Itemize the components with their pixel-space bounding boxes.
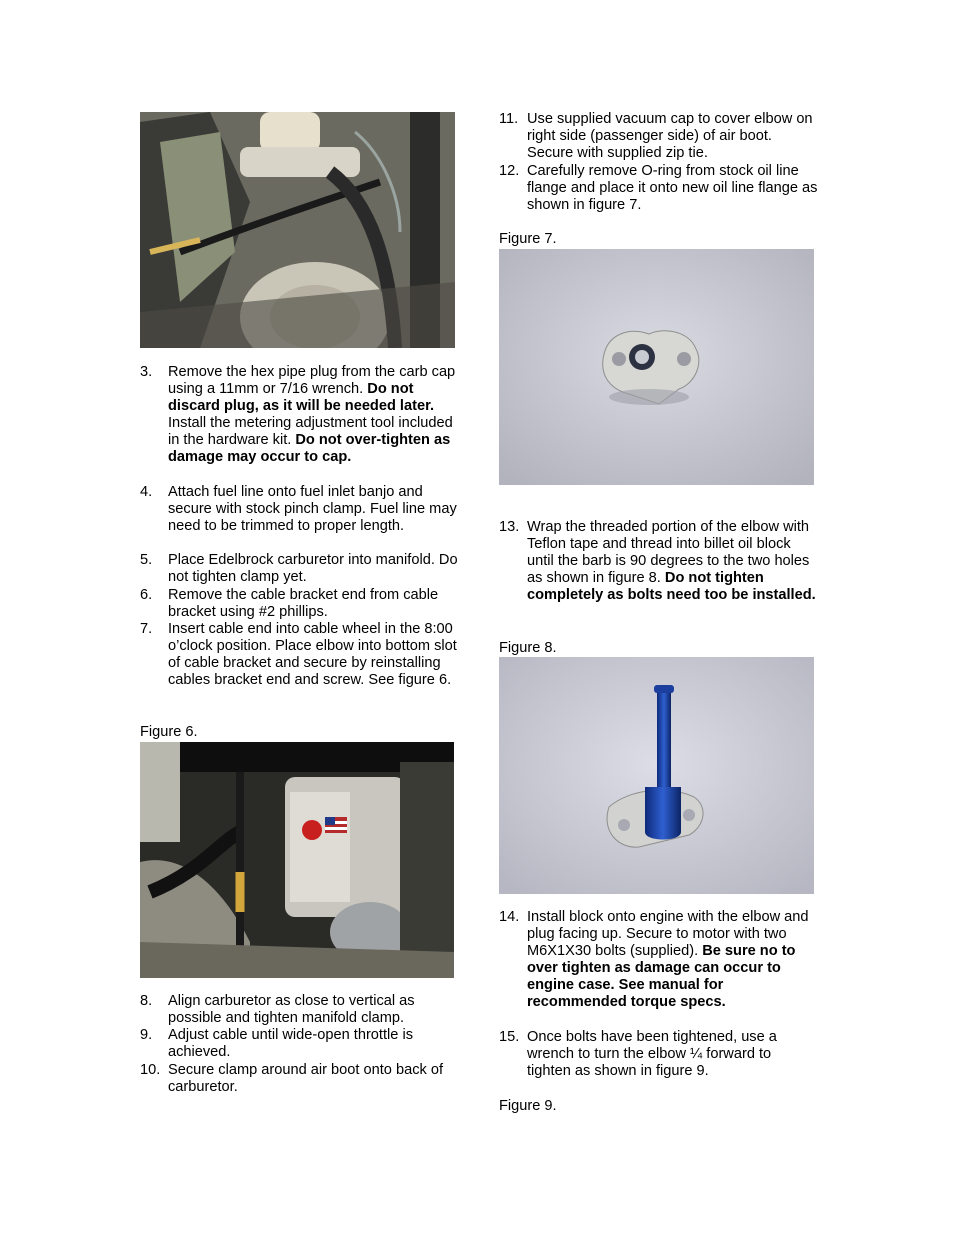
figure-6-photo [140, 742, 454, 978]
step-number: 12. [499, 163, 520, 179]
step-number: 6. [140, 587, 153, 603]
step-number: 10. [140, 1062, 161, 1078]
step-text: Place Edelbrock carburetor into manifold. Do not tighten clamp yet. [168, 552, 458, 586]
step-number: 8. [140, 993, 153, 1009]
step-9 [140, 1027, 458, 1061]
step-text: Carefully remove O-ring from stock oil line flange and place it onto new oil line flange as shown in figure 7. [527, 163, 818, 214]
step-7 [140, 621, 458, 689]
figure-7-photo [499, 249, 814, 485]
step-15 [499, 1029, 819, 1080]
step-text: Remove the hex pipe plug from the carb cap using a 11mm or 7/16 wrench. Do not discard plug, as it will be needed later. Install the metering adjustment tool included in the hardware kit. Do not over-tighten as damage may occur to cap. [168, 364, 456, 466]
step-number: 3. [140, 364, 153, 380]
step-11 [499, 111, 819, 162]
step-text: Use supplied vacuum cap to cover elbow on right side (passenger side) of air boot. Secure with supplied zip tie. [527, 111, 813, 162]
step-text: Secure clamp around air boot onto back of carburetor. [168, 1062, 444, 1096]
step-number: 7. [140, 621, 153, 637]
step-12 [499, 163, 819, 214]
figure-6-caption: Figure 6. [140, 724, 198, 740]
step-number: 15. [499, 1029, 520, 1045]
step-text: Remove the cable bracket end from cable bracket using #2 phillips. [168, 587, 439, 621]
step-text: Insert cable end into cable wheel in the 8:00 o’clock position. Place elbow into bottom slot of cable bracket and secure by reinstalling cables bracket end and screw. See figure 6. [168, 621, 457, 689]
step-number: 13. [499, 519, 520, 535]
step-4 [140, 484, 458, 535]
step-5 [140, 552, 458, 586]
figure-8-photo [499, 657, 814, 894]
step-text: Once bolts have been tightened, use a wrench to turn the elbow ¼ forward to tighten as shown in figure 9. [527, 1029, 777, 1080]
step-text: Align carburetor as close to vertical as possible and tighten manifold clamp. [168, 993, 415, 1027]
figure-7-caption: Figure 7. [499, 231, 557, 247]
step-text: Attach fuel line onto fuel inlet banjo and secure with stock pinch clamp. Fuel line may need to be trimmed to proper length. [168, 484, 457, 535]
step-10 [140, 1062, 458, 1096]
figure-9-caption: Figure 9. [499, 1098, 557, 1114]
step-6 [140, 587, 458, 621]
step-text: Adjust cable until wide-open throttle is achieved. [168, 1027, 413, 1061]
step-8 [140, 993, 458, 1027]
step-3 [140, 364, 458, 467]
step-number: 9. [140, 1027, 153, 1043]
step-13 [499, 519, 819, 604]
step-number: 11. [499, 111, 519, 127]
step-text: Install block onto engine with the elbow and plug facing up. Secure to motor with two M6X1X30 bolts (supplied). Be sure no to over tighten as damage can occur to engine case. See manual for recommended torque specs. [527, 909, 809, 1011]
step-text: Wrap the threaded portion of the elbow with Teflon tape and thread into billet oil block until the barb is 90 degrees to the two holes as shown in figure 8. Do not tighten completely as bolts need too be installed. [527, 519, 816, 604]
step-number: 4. [140, 484, 153, 500]
step-14 [499, 909, 819, 1012]
step-number: 5. [140, 552, 153, 568]
figure-8-caption: Figure 8. [499, 640, 557, 656]
step-number: 14. [499, 909, 520, 925]
photo-cable-bracket [140, 112, 455, 348]
